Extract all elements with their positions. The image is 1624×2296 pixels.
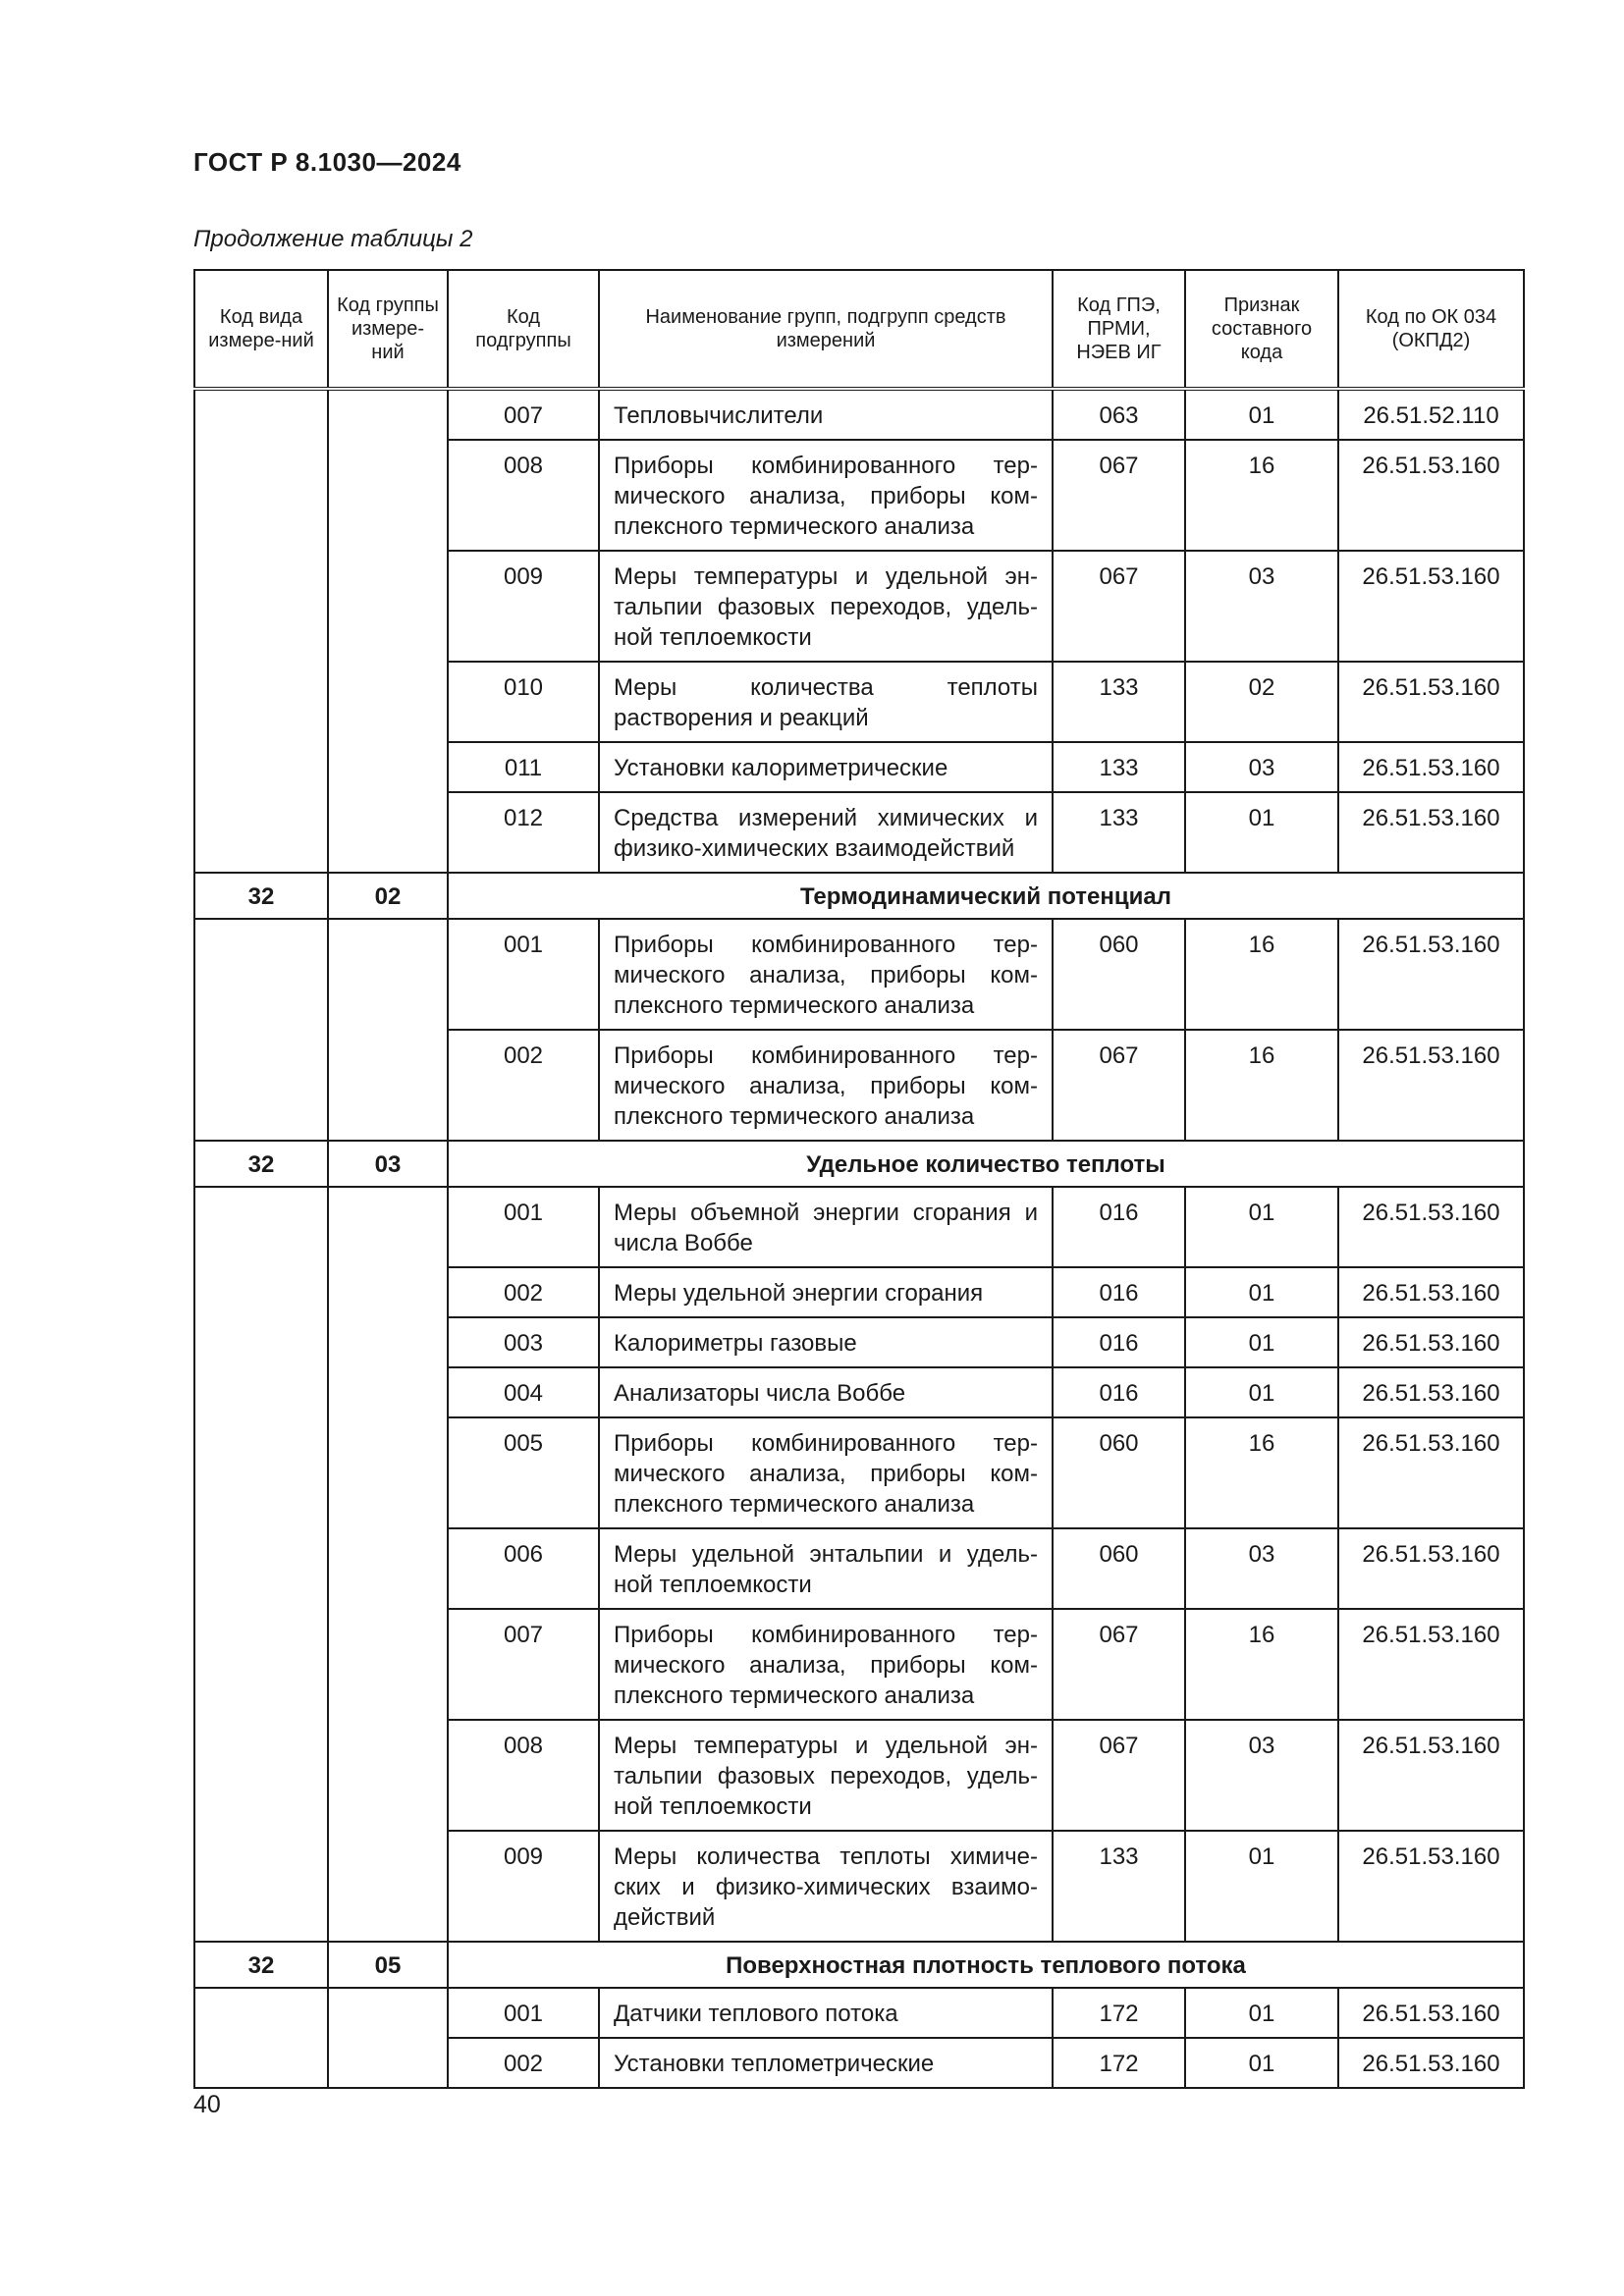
okpd-code: 26.51.53.160 [1338, 1831, 1524, 1942]
subgroup-code: 009 [448, 1831, 599, 1942]
table-row [194, 1988, 1524, 2038]
subgroup-name: Калориметры газовые [599, 1317, 1053, 1367]
composite-sign: 01 [1185, 1988, 1338, 2038]
composite-sign: 01 [1185, 1367, 1338, 1417]
subgroup-code: 010 [448, 662, 599, 742]
okpd-code: 26.51.53.160 [1338, 1030, 1524, 1141]
subgroup-name: Меры температуры и удельной эн-тальпии фазовых переходов, удель-ной теплоемкости [599, 551, 1053, 662]
subgroup-code: 001 [448, 919, 599, 1030]
subgroup-name: Меры количества теплоты химиче-ских и физико-химических взаимо-действий [599, 1831, 1053, 1942]
subgroup-code: 001 [448, 1187, 599, 1267]
subgroup-code: 003 [448, 1317, 599, 1367]
group-code: 02 [328, 873, 448, 919]
column-header: Код по ОК 034 (ОКПД2) [1338, 270, 1524, 389]
composite-sign: 16 [1185, 1609, 1338, 1720]
subgroup-code: 001 [448, 1988, 599, 2038]
subgroup-code: 008 [448, 440, 599, 551]
measurement-kind-code: 32 [194, 873, 328, 919]
column-header: Код ГПЭ, ПРМИ, НЭЕВ ИГ [1053, 270, 1185, 389]
subgroup-code: 002 [448, 1267, 599, 1317]
gpe-code: 060 [1053, 1528, 1185, 1609]
gpe-code: 060 [1053, 1417, 1185, 1528]
empty-cell [194, 919, 328, 1141]
empty-cell [328, 1988, 448, 2088]
gpe-code: 067 [1053, 1030, 1185, 1141]
column-header: Код группы измере-ний [328, 270, 448, 389]
empty-cell [194, 1988, 328, 2088]
okpd-code: 26.51.53.160 [1338, 1528, 1524, 1609]
okpd-code: 26.51.53.160 [1338, 919, 1524, 1030]
empty-cell [328, 389, 448, 873]
composite-sign: 01 [1185, 389, 1338, 440]
subgroup-name: Тепловычислители [599, 389, 1053, 440]
subgroup-name: Датчики теплового потока [599, 1988, 1053, 2038]
subgroup-name: Установки теплометрические [599, 2038, 1053, 2088]
composite-sign: 01 [1185, 1831, 1338, 1942]
composite-sign: 16 [1185, 1417, 1338, 1528]
subgroup-code: 006 [448, 1528, 599, 1609]
okpd-code: 26.51.53.160 [1338, 440, 1524, 551]
gpe-code: 067 [1053, 1609, 1185, 1720]
okpd-code: 26.51.53.160 [1338, 1417, 1524, 1528]
subgroup-code: 007 [448, 389, 599, 440]
empty-cell [194, 1187, 328, 1942]
subgroup-name: Приборы комбинированного тер-мического анализа, приборы ком-плексного термического анализа [599, 440, 1053, 551]
okpd-code: 26.51.53.160 [1338, 1720, 1524, 1831]
group-code: 05 [328, 1942, 448, 1988]
table-row [194, 919, 1524, 1030]
gpe-code: 067 [1053, 551, 1185, 662]
subgroup-code: 011 [448, 742, 599, 792]
composite-sign: 01 [1185, 1187, 1338, 1267]
okpd-code: 26.51.53.160 [1338, 1267, 1524, 1317]
group-header-row [194, 1942, 1524, 1988]
okpd-code: 26.51.52.110 [1338, 389, 1524, 440]
column-header: Признак составного кода [1185, 270, 1338, 389]
gpe-code: 016 [1053, 1317, 1185, 1367]
gpe-code: 016 [1053, 1267, 1185, 1317]
subgroup-name: Меры количества теплоты растворения и реакций [599, 662, 1053, 742]
okpd-code: 26.51.53.160 [1338, 742, 1524, 792]
group-header-row [194, 1141, 1524, 1187]
page-number: 40 [193, 2091, 221, 2118]
gpe-code: 060 [1053, 919, 1185, 1030]
subgroup-code: 002 [448, 2038, 599, 2088]
table-row [194, 389, 1524, 440]
gpe-code: 133 [1053, 662, 1185, 742]
measurement-kind-code: 32 [194, 1141, 328, 1187]
subgroup-code: 005 [448, 1417, 599, 1528]
subgroup-code: 004 [448, 1367, 599, 1417]
composite-sign: 01 [1185, 1267, 1338, 1317]
okpd-code: 26.51.53.160 [1338, 2038, 1524, 2088]
composite-sign: 02 [1185, 662, 1338, 742]
subgroup-code: 009 [448, 551, 599, 662]
okpd-code: 26.51.53.160 [1338, 662, 1524, 742]
composite-sign: 01 [1185, 2038, 1338, 2088]
gpe-code: 063 [1053, 389, 1185, 440]
okpd-code: 26.51.53.160 [1338, 1317, 1524, 1367]
table-caption: Продолжение таблицы 2 [193, 226, 473, 252]
table-header-row [194, 270, 1524, 389]
okpd-code: 26.51.53.160 [1338, 1367, 1524, 1417]
subgroup-name: Анализаторы числа Воббе [599, 1367, 1053, 1417]
document-title: ГОСТ Р 8.1030—2024 [193, 147, 461, 177]
subgroup-name: Меры температуры и удельной эн-тальпии фазовых переходов, удель-ной теплоемкости [599, 1720, 1053, 1831]
subgroup-code: 007 [448, 1609, 599, 1720]
composite-sign: 03 [1185, 1528, 1338, 1609]
column-header: Код вида измере-ний [194, 270, 328, 389]
subgroup-name: Приборы комбинированного тер-мического анализа, приборы ком-плексного термического анализа [599, 919, 1053, 1030]
subgroup-code: 012 [448, 792, 599, 873]
subgroup-name: Меры удельной энергии сгорания [599, 1267, 1053, 1317]
composite-sign: 03 [1185, 551, 1338, 662]
gpe-code: 133 [1053, 1831, 1185, 1942]
gpe-code: 067 [1053, 1720, 1185, 1831]
subgroup-name: Установки калориметрические [599, 742, 1053, 792]
empty-cell [328, 1187, 448, 1942]
subgroup-name: Приборы комбинированного тер-мического анализа, приборы ком-плексного термического анализа [599, 1609, 1053, 1720]
composite-sign: 16 [1185, 919, 1338, 1030]
empty-cell [194, 389, 328, 873]
okpd-code: 26.51.53.160 [1338, 551, 1524, 662]
composite-sign: 16 [1185, 440, 1338, 551]
gpe-code: 133 [1053, 742, 1185, 792]
measurement-kind-code: 32 [194, 1942, 328, 1988]
composite-sign: 01 [1185, 792, 1338, 873]
group-title: Термодинамический потенциал [448, 873, 1524, 919]
subgroup-name: Средства измерений химических и физико-химических взаимодействий [599, 792, 1053, 873]
column-header: Наименование групп, подгрупп средств измерений [599, 270, 1053, 389]
subgroup-name: Приборы комбинированного тер-мического анализа, приборы ком-плексного термического анализа [599, 1030, 1053, 1141]
gpe-code: 133 [1053, 792, 1185, 873]
subgroup-name: Приборы комбинированного тер-мического анализа, приборы ком-плексного термического анализа [599, 1417, 1053, 1528]
gpe-code: 172 [1053, 1988, 1185, 2038]
group-title: Удельное количество теплоты [448, 1141, 1524, 1187]
okpd-code: 26.51.53.160 [1338, 1187, 1524, 1267]
gpe-code: 016 [1053, 1187, 1185, 1267]
gpe-code: 172 [1053, 2038, 1185, 2088]
okpd-code: 26.51.53.160 [1338, 1988, 1524, 2038]
empty-cell [328, 919, 448, 1141]
okpd-code: 26.51.53.160 [1338, 1609, 1524, 1720]
subgroup-code: 008 [448, 1720, 599, 1831]
group-title: Поверхностная плотность теплового потока [448, 1942, 1524, 1988]
gpe-code: 016 [1053, 1367, 1185, 1417]
group-code: 03 [328, 1141, 448, 1187]
okpd-code: 26.51.53.160 [1338, 792, 1524, 873]
classification-table [193, 269, 1525, 2089]
column-header: Код подгруппы [448, 270, 599, 389]
composite-sign: 01 [1185, 1317, 1338, 1367]
subgroup-name: Меры объемной энергии сгорания и числа Воббе [599, 1187, 1053, 1267]
group-header-row [194, 873, 1524, 919]
composite-sign: 16 [1185, 1030, 1338, 1141]
subgroup-name: Меры удельной энтальпии и удель-ной теплоемкости [599, 1528, 1053, 1609]
composite-sign: 03 [1185, 742, 1338, 792]
table-row [194, 1187, 1524, 1267]
composite-sign: 03 [1185, 1720, 1338, 1831]
gpe-code: 067 [1053, 440, 1185, 551]
subgroup-code: 002 [448, 1030, 599, 1141]
